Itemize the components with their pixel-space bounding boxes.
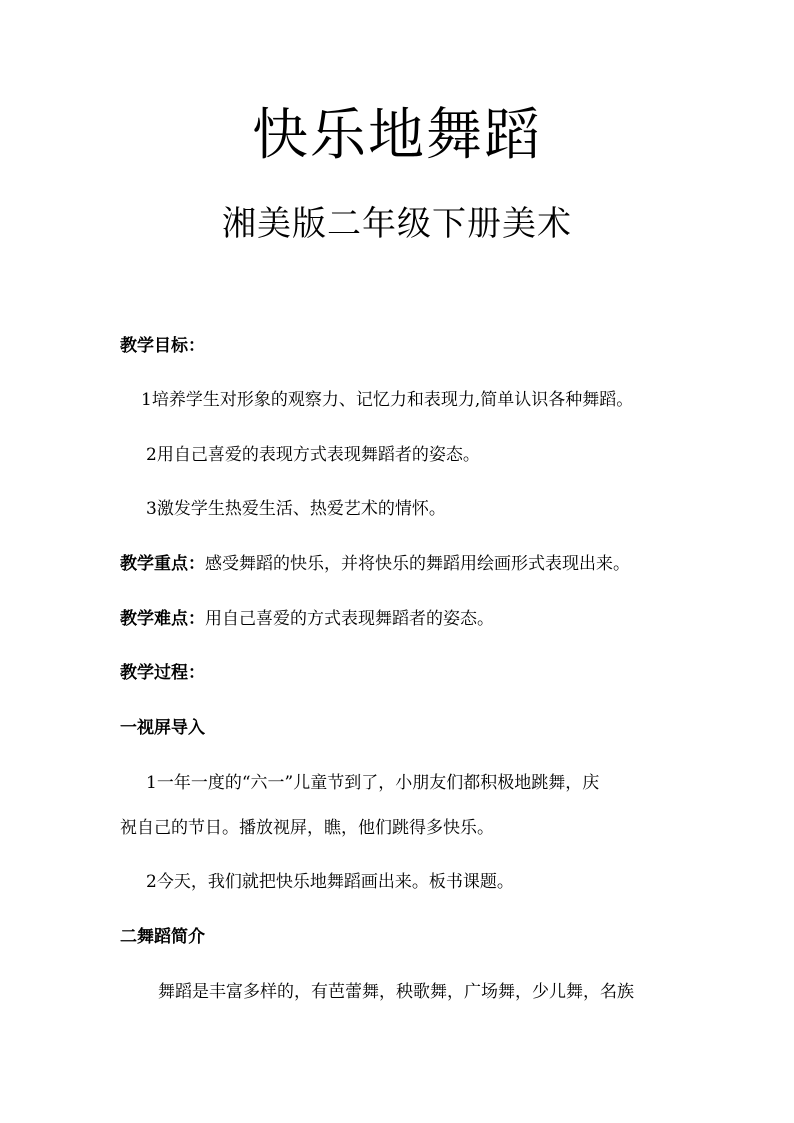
section1-para1-line2: 祝自己的节日。播放视屏，瞧，他们跳得多快乐。 — [120, 818, 494, 838]
section1-para1-line1: 1一年一度的“六一”儿童节到了，小朋友们都积极地跳舞，庆 — [146, 773, 600, 793]
key-point-text: 感受舞蹈的快乐，并将快乐的舞蹈用绘画形式表现出来。 — [205, 554, 630, 574]
section2-heading: 二舞蹈简介 — [120, 927, 205, 947]
difficulty-line — [120, 607, 690, 631]
objective-item-3: 3激发学生热爱生活、热爱艺术的情怀。 — [146, 499, 446, 519]
section1-para2: 2今天，我们就把快乐地舞蹈画出来。板书课题。 — [146, 872, 514, 892]
key-point-line — [120, 552, 690, 576]
objective-item-2: 2用自己喜爱的表现方式表现舞蹈者的姿态。 — [146, 445, 480, 465]
key-point-label: 教学重点： — [120, 554, 205, 574]
objective-item-1: 1培养学生对形象的观察力、记忆力和表现力,简单认识各种舞蹈。 — [141, 390, 634, 410]
section2-para1-line1: 舞蹈是丰富多样的，有芭蕾舞，秧歌舞，广场舞，少儿舞，名族 — [158, 982, 634, 1002]
objectives-heading: 教学目标： — [120, 336, 205, 356]
process-heading: 教学过程： — [120, 663, 205, 683]
document-title: 快乐地舞蹈 — [252, 103, 542, 168]
section1-heading: 一视屏导入 — [120, 718, 205, 738]
difficulty-text: 用自己喜爱的方式表现舞蹈者的姿态。 — [205, 609, 494, 629]
difficulty-label: 教学难点： — [120, 609, 205, 629]
document-subtitle: 湘美版二年级下册美术 — [222, 204, 572, 244]
